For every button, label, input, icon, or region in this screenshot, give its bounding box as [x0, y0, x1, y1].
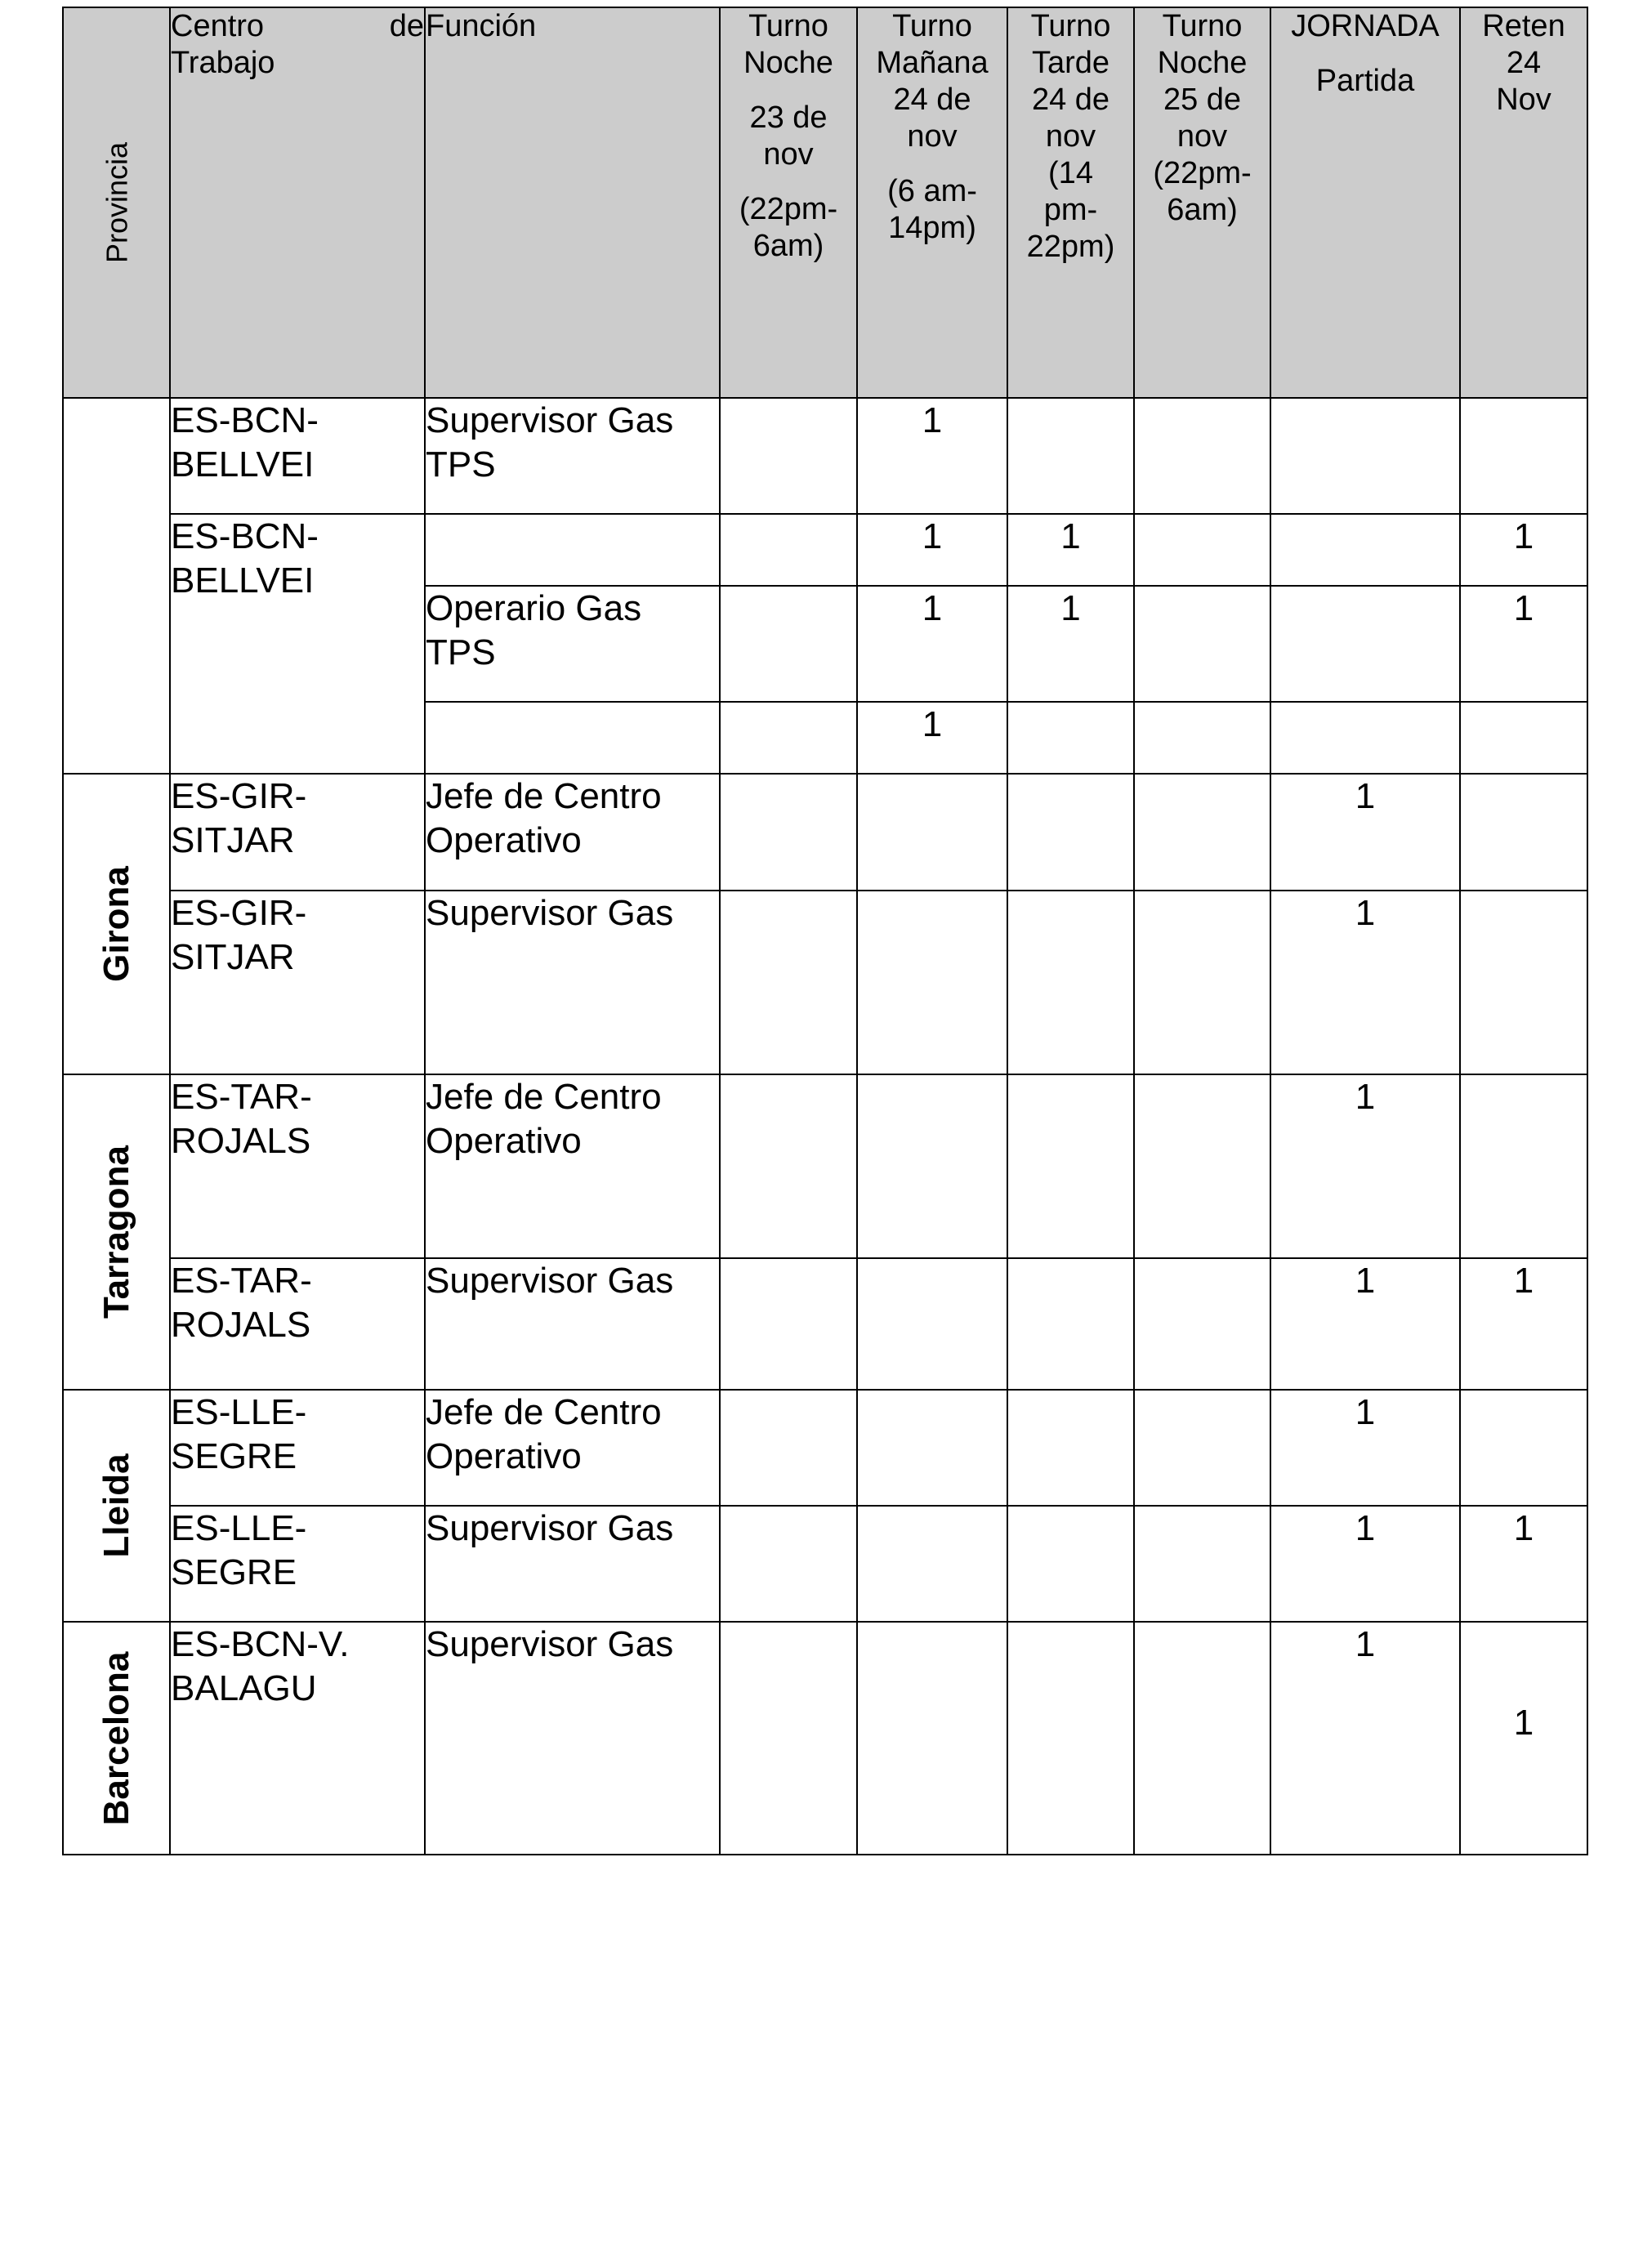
header-jornada-partida: JORNADA Partida [1270, 7, 1460, 398]
tarde24-cell [1007, 774, 1134, 891]
province-cell-lleida: Lleida [63, 1390, 170, 1622]
centro-cell: ES-GIR-SITJAR [170, 891, 425, 1074]
manana24-cell [857, 1074, 1007, 1258]
noche23-cell [720, 398, 857, 514]
tarde24-cell [1007, 398, 1134, 514]
reten-cell: 1 [1460, 1506, 1587, 1622]
reten-cell: 1 [1460, 1258, 1587, 1390]
funcion-cell: Supervisor Gas [425, 1258, 720, 1390]
table-row [63, 1622, 1587, 1855]
centro-cell: ES-TAR-ROJALS [170, 1074, 425, 1258]
header-turno-noche-25: Turno Noche 25 de nov (22pm- 6am) [1134, 7, 1270, 398]
header-provincia: Provincia [63, 7, 170, 398]
manana24-cell [857, 1258, 1007, 1390]
jornada-cell: 1 [1270, 1506, 1460, 1622]
centro-cell: ES-GIR-SITJAR [170, 774, 425, 891]
manana24-cell [857, 1622, 1007, 1855]
reten-cell [1460, 702, 1587, 774]
table-row [63, 774, 1587, 891]
manana24-cell: 1 [857, 702, 1007, 774]
funcion-cell: Supervisor Gas [425, 891, 720, 1074]
noche23-cell [720, 1390, 857, 1506]
funcion-cell: Supervisor Gas [425, 1622, 720, 1855]
noche25-cell [1134, 1258, 1270, 1390]
table-row [63, 1258, 1587, 1390]
funcion-cell: Jefe de Centro Operativo [425, 1074, 720, 1258]
reten-cell [1460, 1390, 1587, 1506]
reten-cell: 1 [1460, 514, 1587, 586]
manana24-cell [857, 1506, 1007, 1622]
jornada-cell: 1 [1270, 1390, 1460, 1506]
centro-cell: ES-BCN-BELLVEI [170, 398, 425, 514]
header-centro-de-trabajo: Centro de Trabajo [170, 7, 425, 398]
header-row [63, 7, 1587, 398]
header-reten-24-nov: Reten 24 Nov [1460, 7, 1587, 398]
centro-cell: ES-BCN-V. BALAGU [170, 1622, 425, 1855]
manana24-cell: 1 [857, 398, 1007, 514]
roster-table [62, 7, 1588, 1855]
noche25-cell [1134, 1390, 1270, 1506]
reten-cell [1460, 1074, 1587, 1258]
tarde24-cell: 1 [1007, 586, 1134, 702]
centro-cell: ES-LLE-SEGRE [170, 1390, 425, 1506]
header-turno-noche-23: Turno Noche 23 de nov (22pm- 6am) [720, 7, 857, 398]
funcion-cell: Jefe de Centro Operativo [425, 774, 720, 891]
tarde24-cell [1007, 891, 1134, 1074]
reten-cell [1460, 398, 1587, 514]
tarde24-cell [1007, 1390, 1134, 1506]
funcion-cell: Supervisor Gas [425, 1506, 720, 1622]
noche25-cell [1134, 1506, 1270, 1622]
tarde24-cell [1007, 702, 1134, 774]
province-cell-tarragona: Tarragona [63, 1074, 170, 1390]
noche25-cell [1134, 398, 1270, 514]
tarde24-cell [1007, 1258, 1134, 1390]
noche23-cell [720, 1074, 857, 1258]
jornada-cell [1270, 702, 1460, 774]
reten-cell [1460, 774, 1587, 891]
noche25-cell [1134, 514, 1270, 586]
funcion-cell [425, 702, 720, 774]
noche25-cell [1134, 702, 1270, 774]
table-row [63, 1390, 1587, 1506]
province-cell-barcelona: Barcelona [63, 1622, 170, 1855]
manana24-cell: 1 [857, 586, 1007, 702]
noche25-cell [1134, 774, 1270, 891]
noche23-cell [720, 1622, 857, 1855]
noche25-cell [1134, 1074, 1270, 1258]
reten-cell: 1 [1460, 586, 1587, 702]
table-row [63, 398, 1587, 514]
reten-cell [1460, 891, 1587, 1074]
header-turno-tarde-24: Turno Tarde 24 de nov (14 pm- 22pm) [1007, 7, 1134, 398]
table-row [63, 891, 1587, 1074]
jornada-cell: 1 [1270, 774, 1460, 891]
funcion-cell: Jefe de Centro Operativo [425, 1390, 720, 1506]
table-row [63, 1506, 1587, 1622]
noche23-cell [720, 774, 857, 891]
noche23-cell [720, 586, 857, 702]
jornada-cell [1270, 514, 1460, 586]
noche25-cell [1134, 1622, 1270, 1855]
manana24-cell [857, 891, 1007, 1074]
manana24-cell [857, 1390, 1007, 1506]
jornada-cell: 1 [1270, 1074, 1460, 1258]
centro-cell: ES-BCN-BELLVEI [170, 514, 425, 774]
noche25-cell [1134, 891, 1270, 1074]
funcion-cell: Operario Gas TPS [425, 586, 720, 702]
noche23-cell [720, 514, 857, 586]
noche23-cell [720, 891, 857, 1074]
noche23-cell [720, 1506, 857, 1622]
header-turno-manana-24: Turno Mañana 24 de nov (6 am- 14pm) [857, 7, 1007, 398]
tarde24-cell [1007, 1622, 1134, 1855]
tarde24-cell [1007, 1074, 1134, 1258]
funcion-cell: Supervisor Gas TPS [425, 398, 720, 514]
funcion-cell [425, 514, 720, 586]
province-cell-girona: Girona [63, 774, 170, 1074]
table-row [63, 1074, 1587, 1258]
header-funcion: Función [425, 7, 720, 398]
noche23-cell [720, 702, 857, 774]
tarde24-cell [1007, 1506, 1134, 1622]
jornada-cell [1270, 586, 1460, 702]
jornada-cell: 1 [1270, 1258, 1460, 1390]
centro-cell: ES-TAR-ROJALS [170, 1258, 425, 1390]
manana24-cell: 1 [857, 514, 1007, 586]
jornada-cell: 1 [1270, 891, 1460, 1074]
tarde24-cell: 1 [1007, 514, 1134, 586]
centro-cell: ES-LLE-SEGRE [170, 1506, 425, 1622]
noche23-cell [720, 1258, 857, 1390]
jornada-cell [1270, 398, 1460, 514]
reten-cell: 1 [1460, 1622, 1587, 1855]
province-cell-first [63, 398, 170, 774]
manana24-cell [857, 774, 1007, 891]
noche25-cell [1134, 586, 1270, 702]
jornada-cell: 1 [1270, 1622, 1460, 1855]
table-row [63, 514, 1587, 586]
